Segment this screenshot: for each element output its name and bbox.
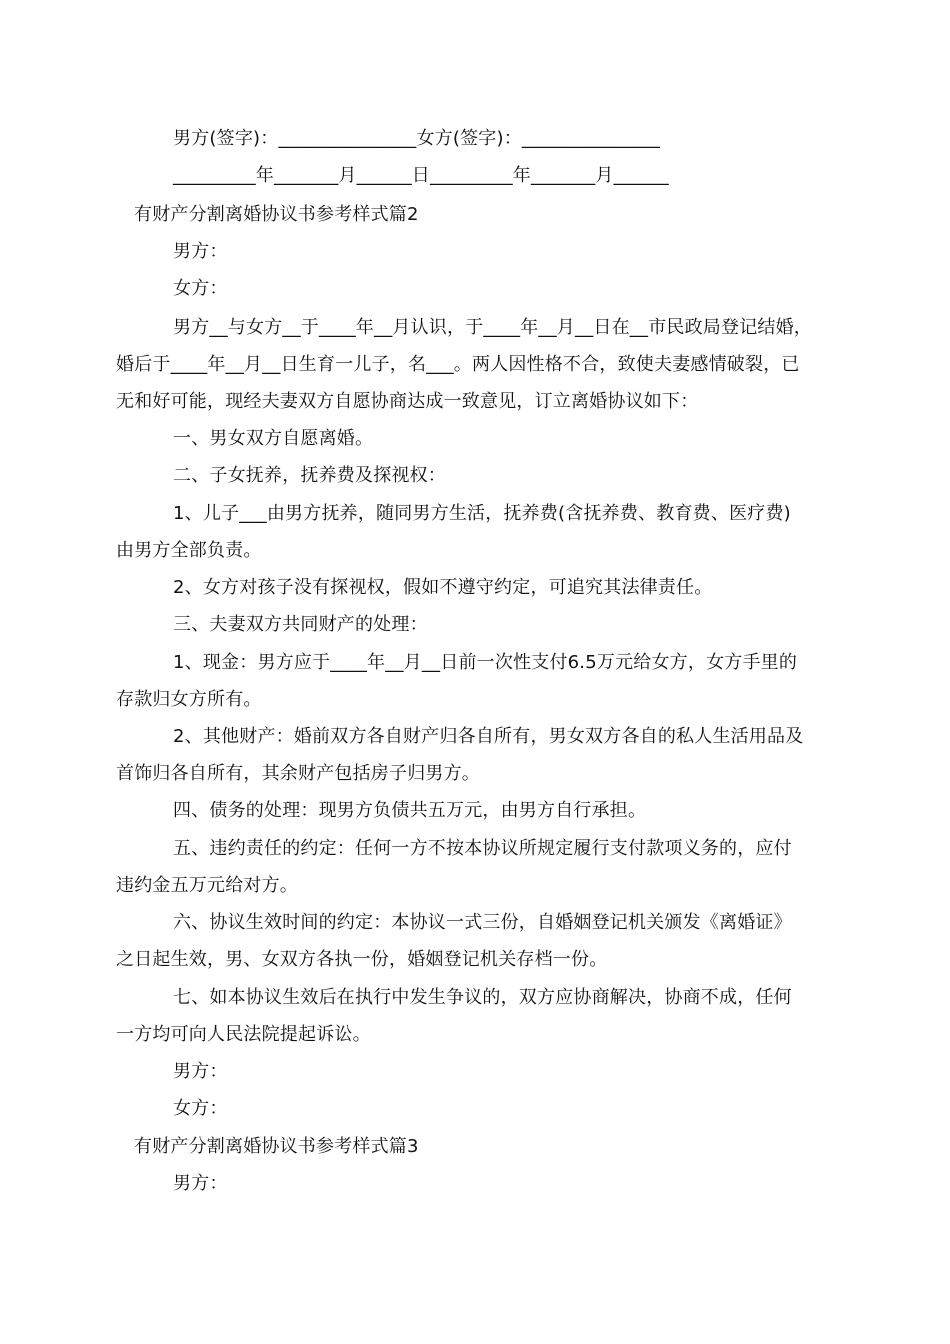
clause-3: 三、夫妻双方共同财产的处理： [173,614,428,635]
clause-1: 一、男女双方自愿离婚。 [173,428,374,449]
clause-7-line-2: 一方均可向人民法院提起诉讼。 [116,1024,371,1045]
party-male-label: 男方： [173,241,228,262]
clause-2: 二、子女抚养，抚养费及探视权： [173,465,446,486]
preamble-line-1: 男方__与女方__于____年__月认识，于____年__月__日在__市民政局登记结婚， [173,317,812,338]
clause-7-line-1: 七、如本协议生效后在执行中发生争议的，双方应协商解决，协商不成，任何 [173,987,792,1008]
clause-5-line-1: 五、违约责任的约定：任何一方不按本协议所规定履行支付款项义务的，应付 [173,838,792,859]
clause-6-line-1: 六、协议生效时间的约定：本协议一式三份，自婚姻登记机关颁发《离婚证》 [173,912,792,933]
preamble-line-3: 无和好可能，现经夫妻双方自愿协商达成一致意见，订立离婚协议如下： [116,391,699,412]
section-3-title: 有财产分割离婚协议书参考样式篇3 [134,1136,419,1157]
party-female-label: 女方： [173,278,228,299]
clause-2-2: 2、女方对孩子没有探视权，假如不遵守约定，可追究其法律责任。 [173,577,713,598]
sign-male-label: 男方： [173,1061,228,1082]
date-line: _________年_______月______日_________年_______月______ [173,165,669,186]
sign-female-label: 女方： [173,1098,228,1119]
signature-line: 男方(签字)：_______________女方(签字)：_______________ [173,128,660,149]
clause-2-1-line-1: 1、儿子___由男方抚养，随同男方生活，抚养费(含抚养费、教育费、医疗费) [173,503,791,524]
section-2-title: 有财产分割离婚协议书参考样式篇2 [134,204,419,225]
clause-3-2-line-1: 2、其他财产：婚前双方各自财产归各自所有，男女双方各自的私人生活用品及 [173,726,804,747]
clause-3-1-line-2: 存款归女方所有。 [116,689,262,710]
clause-6-line-2: 之日起生效，男、女双方各执一份，婚姻登记机关存档一份。 [116,949,608,970]
preamble-line-2: 婚后于____年__月__日生育一儿子，名___。两人因性格不合，致使夫妻感情破裂，已 [116,354,800,375]
clause-5-line-2: 违约金五万元给对方。 [116,875,298,896]
clause-4: 四、债务的处理：现男方负债共五万元，由男方自行承担。 [173,800,647,821]
clause-3-2-line-2: 首饰归各自所有，其余财产包括房子归男方。 [116,763,480,784]
clause-2-1-line-2: 由男方全部负责。 [116,540,262,561]
clause-3-1-line-1: 1、现金：男方应于____年__月__日前一次性支付6.5万元给女方，女方手里的 [173,652,798,673]
section-3-party-male-label: 男方： [173,1173,228,1194]
